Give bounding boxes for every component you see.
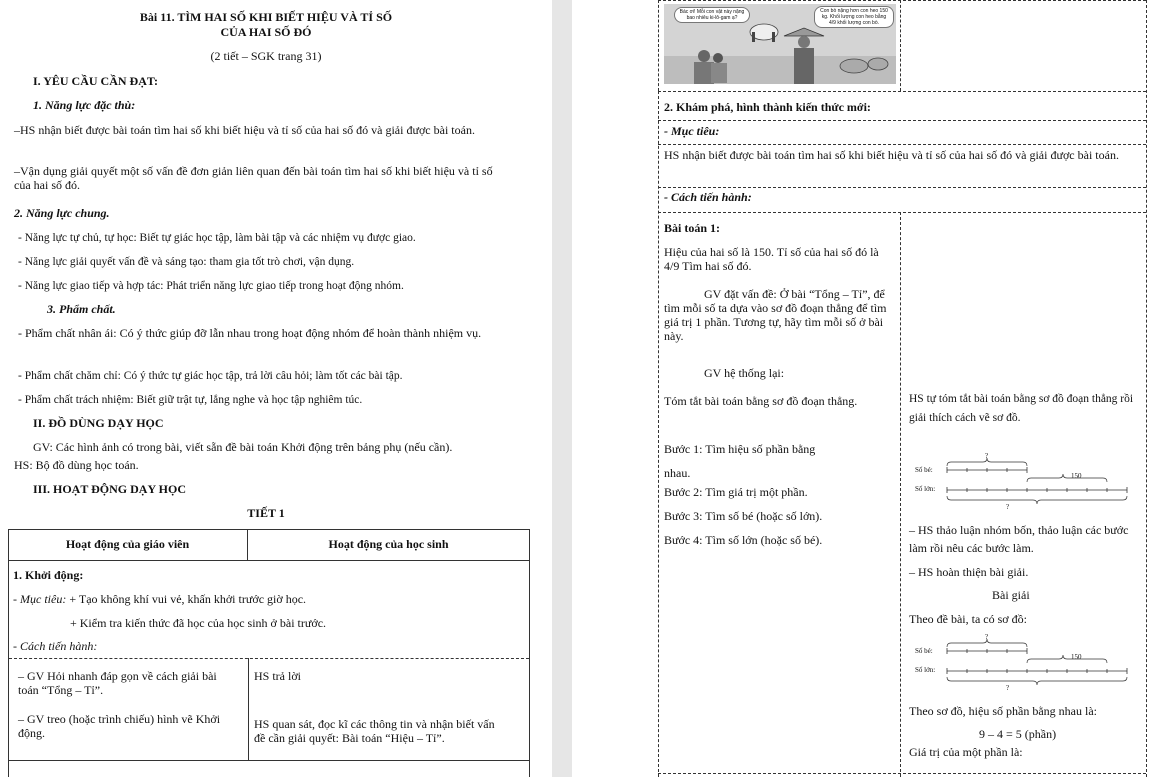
diagram2-difference-value: 150 xyxy=(1071,653,1082,661)
section-3-heading: III. HOẠT ĐỘNG DẠY HỌC xyxy=(33,482,187,496)
diagram2-segments xyxy=(909,633,1141,693)
warmup-goal-label: - Mục tiêu: xyxy=(13,592,67,606)
step-1: Bước 1: Tìm hiệu số phần bằng nhau. xyxy=(664,442,816,480)
subsection-1-3: 3. Phẩm chất. xyxy=(47,302,116,316)
right-page xyxy=(572,0,1155,777)
materials-student: HS: Bộ đồ dùng học toán. xyxy=(14,458,139,472)
diagram1-segments xyxy=(909,452,1141,512)
warmup-teacher-2: – GV treo (hoặc trình chiếu) hình vẽ Khởi động. xyxy=(18,712,221,740)
diagram1-question-bottom: ? xyxy=(1006,503,1010,511)
section-1-heading: I. YÊU CẦU CẦN ĐẠT: xyxy=(33,74,158,88)
solution-diagram-intro: Theo đề bài, ta có sơ đồ: xyxy=(909,612,1027,626)
section-2-heading: II. ĐỒ DÙNG DẠY HỌC xyxy=(33,416,164,430)
problem-1-heading: Bài toán 1: xyxy=(664,221,721,235)
lesson-title-line2: CỦA HAI SỐ ĐÓ xyxy=(220,25,312,39)
step-summary: Tóm tắt bài toán bằng sơ đồ đoạn thẳng. xyxy=(664,394,858,408)
paragraph-2: –Vận dụng giải quyết một số vấn đề đơn giản liên quan đến bài toán tìm hai số khi biết hiệu và tỉ số của hai số đó. xyxy=(14,164,493,192)
competence-3: - Năng lực giao tiếp và hợp tác: Phát triển năng lực giao tiếp trong hoạt động nhóm. xyxy=(18,280,404,292)
diagram1-large-label: Số lớn: xyxy=(915,485,936,493)
competence-2: - Năng lực giải quyết vấn đề và sáng tạo: tham gia tốt trò chơi, vận dụng. xyxy=(18,256,355,268)
warmup-teacher-1: – GV Hỏi nhanh đáp gọn về cách giải bài toán “Tổng – Tỉ”. xyxy=(18,669,217,697)
speech-bubble-farmer: Con bò nặng hơn con heo 150 kg. Khối lượng con heo bằng 4/9 khối lượng con bò. xyxy=(814,6,894,28)
table-header-teacher: Hoạt động của giáo viên xyxy=(65,537,190,551)
diagram2-small-label: Số bé: xyxy=(915,647,933,655)
solution-step-1-text: Theo sơ đồ, hiệu số phần bằng nhau là: xyxy=(909,704,1097,718)
step-2: Bước 2: Tìm giá trị một phần. xyxy=(664,485,808,499)
diagram1-difference-value: 150 xyxy=(1071,472,1082,480)
diagram2-question-top: ? xyxy=(985,633,989,641)
materials-teacher: GV: Các hình ảnh có trong bài, viết sẵn đề bài toán Khởi động trên bảng phụ (nếu cần). xyxy=(33,440,453,454)
step-3: Bước 3: Tìm số bé (hoặc số lớn). xyxy=(664,509,823,523)
student-summary: HS tự tóm tắt bài toán bằng sơ đồ đoạn thẳng rồi giải thích cách vẽ sơ đồ. xyxy=(909,393,1134,424)
warmup-goal-2: + Kiểm tra kiến thức đã học của học sinh ở bài trước. xyxy=(70,616,327,630)
student-discussion: – HS thảo luận nhóm bốn, thảo luận các bước làm rồi nêu các bước làm. xyxy=(909,523,1129,555)
competence-1: - Năng lực tự chủ, tự học: Biết tự giác học tập, làm bài tập và các nhiệm vụ được giao. xyxy=(18,232,416,244)
diagram2-large-label: Số lớn: xyxy=(915,666,936,674)
lesson-title-line1: Bài 11. TÌM HAI SỐ KHI BIẾT HIỆU VÀ TỈ SỐ xyxy=(139,10,393,24)
solution-step-2-text: Giá trị của một phần là: xyxy=(909,745,1023,759)
explore-procedure: - Cách tiến hành: xyxy=(664,190,752,204)
diagram1-small-label: Số bé: xyxy=(915,466,933,474)
left-page xyxy=(0,0,552,777)
diagram2-question-bottom: ? xyxy=(1006,684,1010,692)
quality-1: - Phẩm chất nhân ái: Có ý thức giúp đỡ lẫn nhau trong hoạt động nhóm để hoàn thành nhiệm vụ. xyxy=(18,326,482,340)
speech-bubble-child: Bác ơi! Mỗi con vật này nặng bao nhiêu ki-lô-gam ạ? xyxy=(674,7,750,23)
quality-2: - Phẩm chất chăm chỉ: Có ý thức tự giác học tập, trả lời câu hỏi; làm tốt các bài tập. xyxy=(18,370,403,382)
solution-heading: Bài giải xyxy=(992,588,1030,602)
table-header-student: Hoạt động của học sinh xyxy=(328,537,449,551)
explore-goal-label: - Mục tiêu: xyxy=(664,124,720,138)
segment-diagram-2 xyxy=(909,633,1141,693)
warmup-student-1: HS trả lời xyxy=(254,669,302,683)
warmup-illustration xyxy=(664,4,896,84)
problem-1-text: Hiệu của hai số là 150. Tỉ số của hai số đó là 4/9 Tìm hai số đó. xyxy=(664,245,879,273)
segment-diagram-1 xyxy=(909,452,1141,512)
subsection-1-1: 1. Năng lực đặc thù: xyxy=(33,98,136,112)
teacher-problem-statement: GV đặt vấn đề: Ở bài “Tổng – Tỉ”, để tìm mỗi số ta dựa vào sơ đồ đoạn thẳng để tìm giá trị 1 phần. Tương tự, hãy tìm mỗi số ở bài này. xyxy=(664,287,887,343)
warmup-goal xyxy=(13,592,306,606)
period-label: TIẾT 1 xyxy=(247,506,285,520)
diagram1-question-top: ? xyxy=(985,452,989,460)
teacher-summary-label: GV hệ thống lại: xyxy=(704,366,785,380)
warmup-heading: 1. Khởi động: xyxy=(13,568,84,582)
student-complete: – HS hoàn thiện bài giải. xyxy=(909,565,1029,579)
paragraph-1: –HS nhận biết được bài toán tìm hai số khi biết hiệu và tỉ số của hai số đó và giải được bài toán. xyxy=(14,123,475,137)
warmup-goal-1: + Tạo không khí vui vẻ, khấn khởi trước giờ học. xyxy=(66,592,307,606)
warmup-procedure: - Cách tiến hành: xyxy=(13,639,98,653)
subsection-1-2: 2. Năng lực chung. xyxy=(14,206,110,220)
quality-3: - Phẩm chất trách nhiệm: Biết giữ trật tự, lắng nghe và học tập nghiêm túc. xyxy=(18,394,363,406)
explore-heading: 2. Khám phá, hình thành kiến thức mới: xyxy=(664,100,871,114)
warmup-student-2: HS quan sát, đọc kĩ các thông tin và nhận biết vấn đề cần giải quyết: Bài toán “Hiệu – Tỉ”. xyxy=(254,717,495,745)
explore-goal-text: HS nhận biết được bài toán tìm hai số khi biết hiệu và tỉ số của hai số đó và giải được bài toán. xyxy=(664,148,1119,162)
step-4: Bước 4: Tìm số lớn (hoặc số bé). xyxy=(664,533,823,547)
lesson-subtitle: (2 tiết – SGK trang 31) xyxy=(210,49,322,63)
solution-step-1-calc: 9 – 4 = 5 (phần) xyxy=(979,727,1057,741)
